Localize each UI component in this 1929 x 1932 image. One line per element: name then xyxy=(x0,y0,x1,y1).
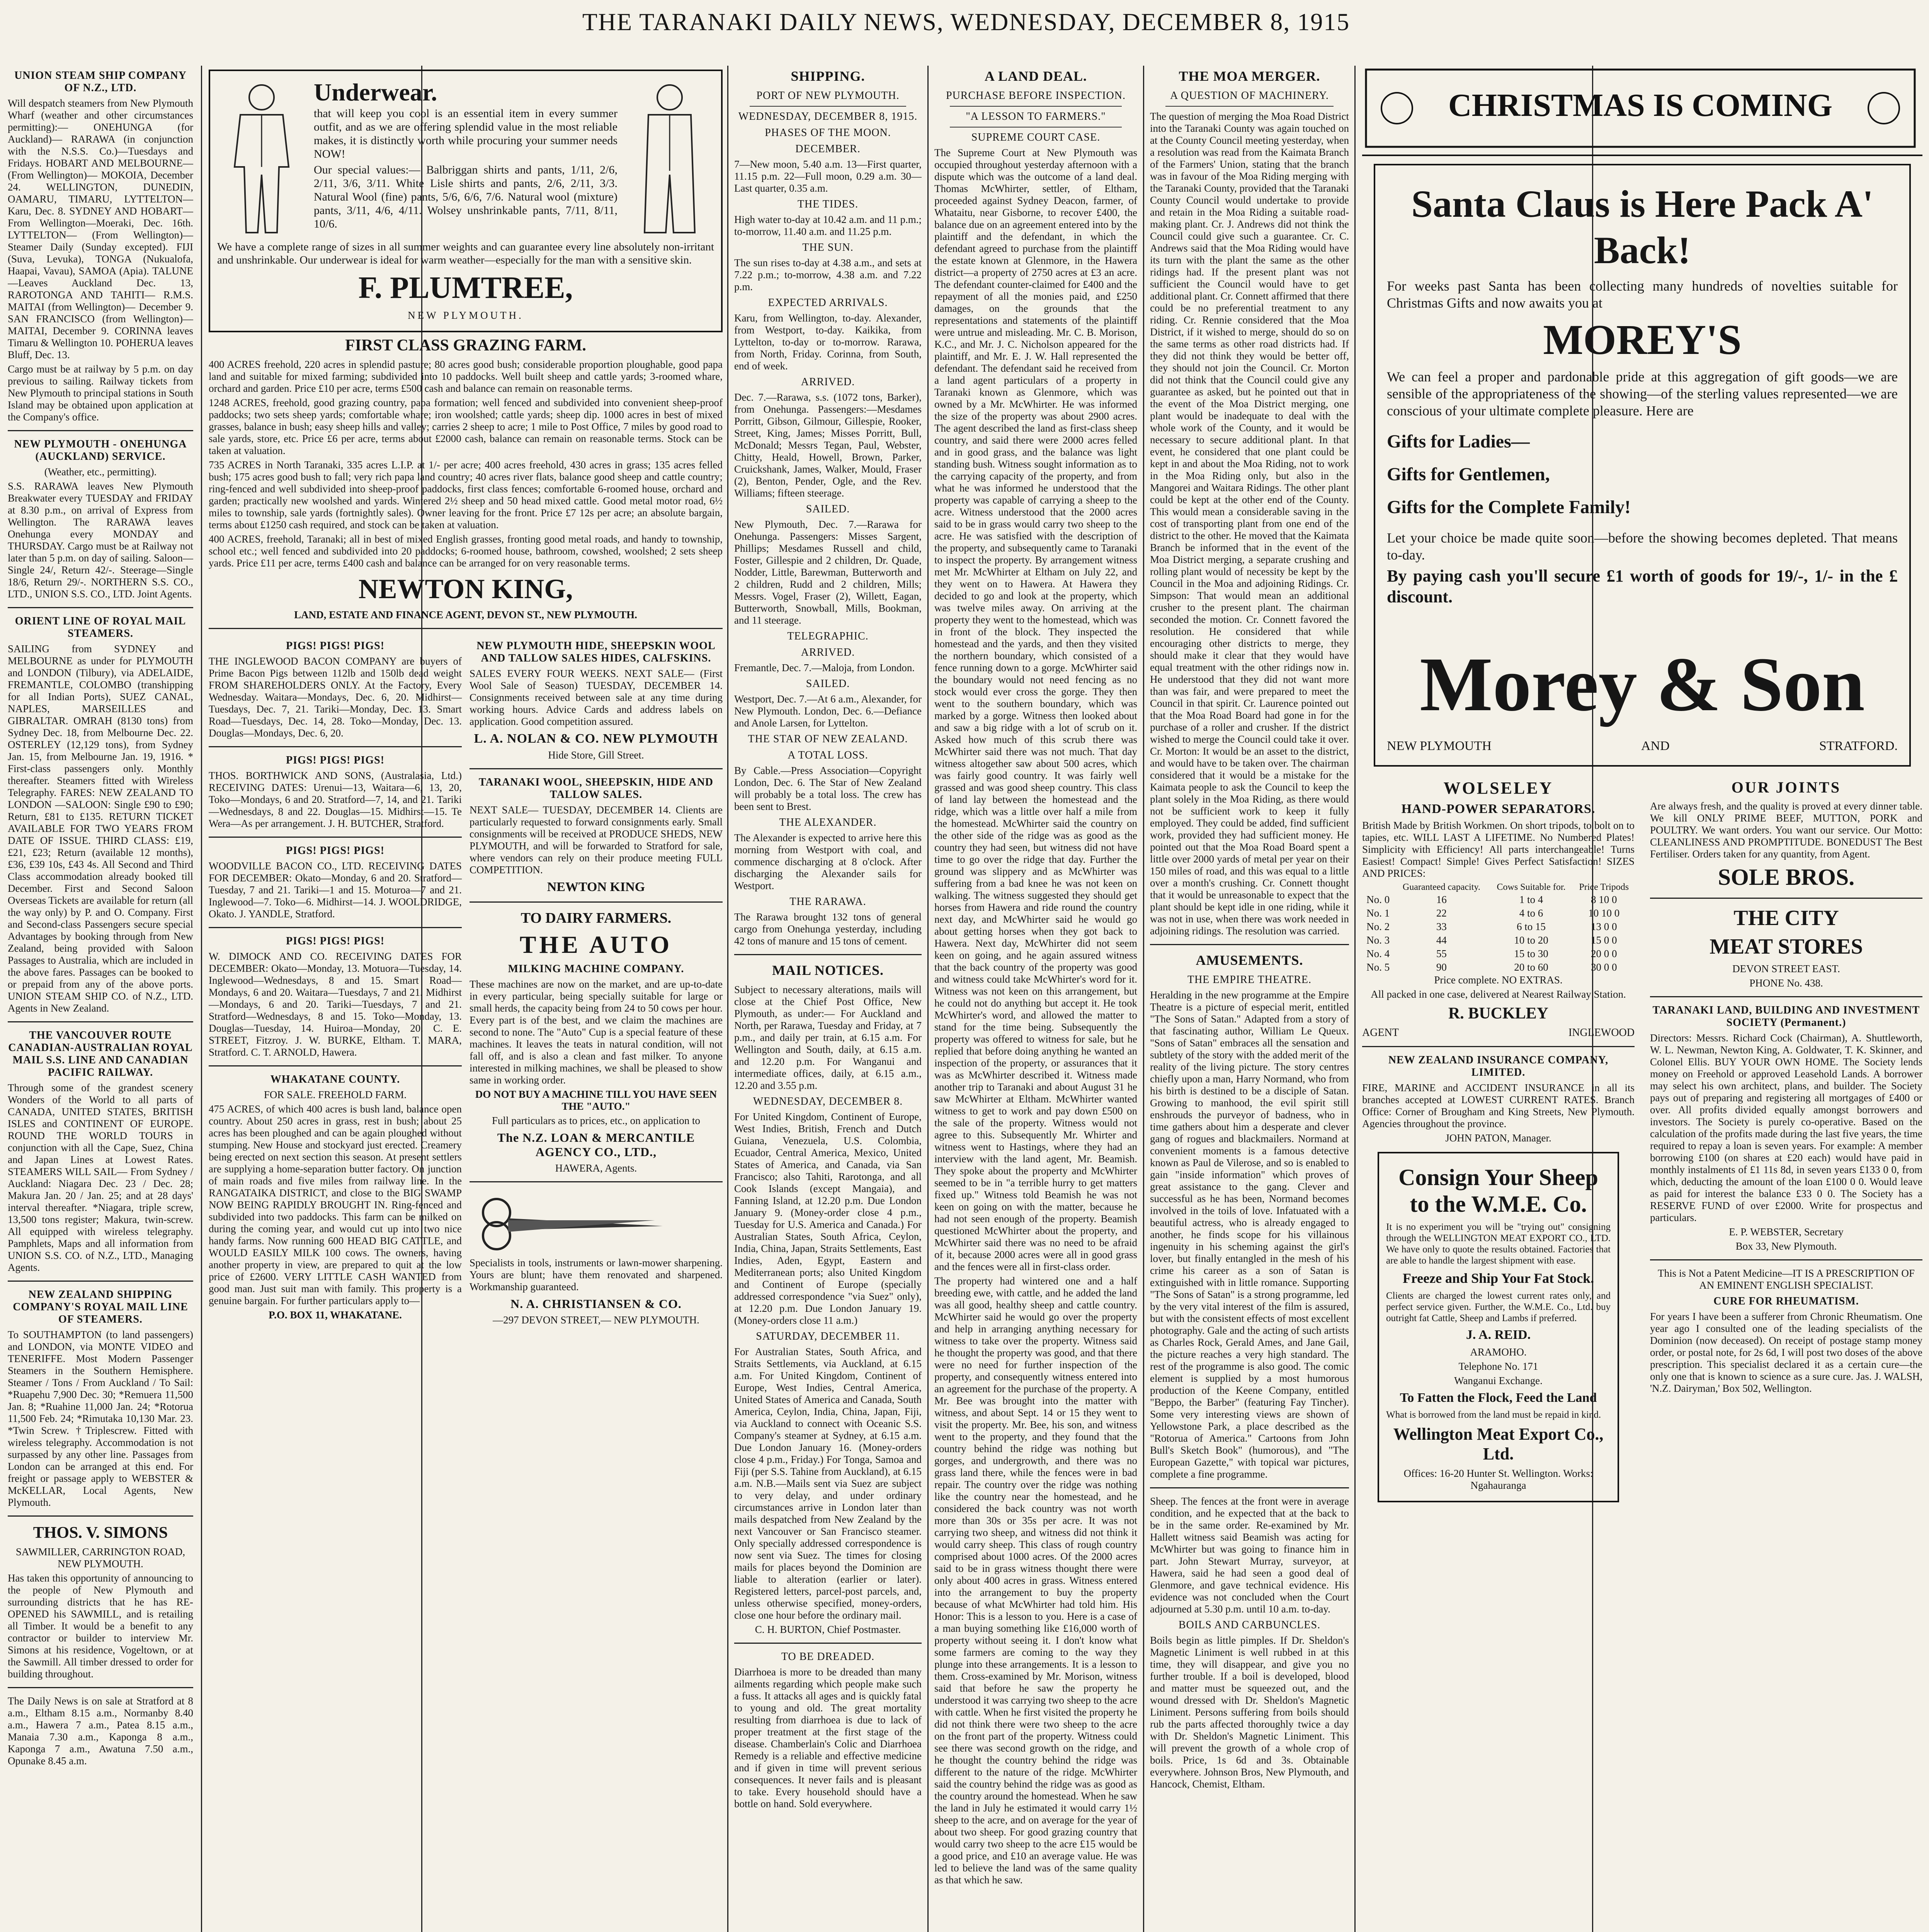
town-and: AND xyxy=(1641,739,1670,753)
dreaded-heading: TO BE DREADED. xyxy=(781,1651,875,1663)
moreys-title: MOREY'S xyxy=(1543,316,1742,363)
table-header-row xyxy=(1362,882,1635,893)
table-cell: 10 to 20 xyxy=(1514,934,1548,946)
gifts-ladies: Gifts for Ladies— xyxy=(1387,431,1530,452)
table-cell: 15 to 30 xyxy=(1514,948,1548,959)
land-deal-body-2: The property had wintered one and a half breeding ewe, with cattle, and he added the land was all good, healthy sheep and cattle country. McWhirter said he would go over the property and help in arranging anything necessary for witness to take over the property. Witness said he thought the property was good, and that there were no need for further inspection of the property, and consequently witness entered into an agreement for the purchase of the property. A Mr. Bee was brought into the matter with witness, and about Sept. 14 or 15 they went to visit the property. Mr. Bee, his son, and witness went to the property, and they found that the country behind the ridge was nothing but gorges, and undergrowth, and there was no grass land there, while the fences were in bad repair. The country over the ridge was nothing like the country near the homestead, and he considered the back country was not worth more than 30s or 35s per acre. It was not carrying two sheep, and witness did not think it would carry sheep. This class of rough country comprised about 1000 acres. Of the 2000 acres said to be in grass witness thought there were only about 400 acres in grass. Witness entered into the arrangement to buy the property because of what McWhirter had told him. His Honor: This is a lesson to you. Here is a case of a man buying something like £16,000 worth of property without seeing it. I don't know what some farmers are coming to the way they plunge into these arrangements. It is a lesson to them. Cross-examined by Mr. Morison, witness said that before he saw the property he understood it was carrying two sheep to the acre with cattle. When he first visited the property he did not think there were two sheep to the acre on the front part of the property. Witness could see there was second growth on the ridge, and he thought the country behind the ridge was different to the nature of the ridge. McWhirter said the country behind the ridge was as good as the country around the homestead. When he saw the land in July he estimated it would carry 1½ sheep to the acre, and on average for the year of about two sheep. For good grazing country that would carry two sheep to the acre £15 would be a good price, and £10 an average value. He was led to believe the land was of the same quality as that which he saw. xyxy=(934,1275,1137,1886)
santa-body: For weeks past Santa has been collecting many hundreds of novelties suitable for Christmas Gifts and now awaits you at xyxy=(1387,278,1898,311)
wanganui-exchange: Wanganui Exchange. xyxy=(1454,1375,1543,1386)
divider xyxy=(734,954,922,955)
telephone: Telephone No. 171 xyxy=(1458,1361,1538,1372)
auto-town: HAWERA, Agents. xyxy=(555,1162,637,1174)
table-cell: 22 xyxy=(1436,907,1447,919)
star-body: By Cable.—Press Association—Copyright London, Dec. 6. The Star of New Zealand will probably be a total loss. The crew has been sent to Brest. xyxy=(734,765,922,812)
union-cargo: Cargo must be at railway by 5 p.m. on day previous to sailing. Railway tickets from New Plymouth to principal stations in South Island may be obtained upon application at the Company's office. xyxy=(8,363,193,423)
divider xyxy=(209,746,462,747)
land-deal-sub: PURCHASE BEFORE INSPECTION. xyxy=(946,90,1126,102)
nzs-body: To SOUTHAMPTON (to land passengers) and LONDON, via MONTE VIDEO and TENERIFFE. Most Modern Passenger Steamers in the Southern Hemisphere. Steamer / Tons / From Auckland / To Sail: *Ruapehu 7,900 Dec. 30; *Remuera 11,500 Jan. 8; *Ruahine 11,000 Jan. 24; *Rotorua 11,500 Feb. 24; *Rimutaka 10,130 Mar. 23. *Twin Screw. †Triplescrew. Fitted with wireless telegraphy. Accommodation is not surpassed by any other line. Passages from London can be arranged at this end. For freight or passage apply to WEBSTER & McKELLAR, Local Agents, New Plymouth. xyxy=(8,1329,193,1508)
farm-735: 735 ACRES in North Taranaki, 335 acres L.I.P. at 1/- per acre; 400 acres freehold, 430 acres in grass; 135 acres felled bush; 175 acres good bush to fall; very rich papa land country; 40 acres river flats, balance good sheep and cattle country; ring-fenced and well subdivided into sheep-proof paddocks, first class fences; comfortable 6-roomed house, orchard and garden; practically new woolshed and yards. Wintered 2½ sheep and 50 head mixed cattle. Good metal motor road, 6½ miles to township, sale yards (fortnightly sales). Owner leaving for the front. Price £7 12s per acre; an absolute bargain, terms about £1250 cash required, and stock can be taken at valuation. xyxy=(209,459,723,531)
saturday-body: For Australian States, South Africa, and Straits Settlements, via Auckland, at 6.15 a.m. For United Kingdom, Continent of Europe, West Indies, Central America, United States of America and Canada, South America, Ceylon, India, China, Japan, Fiji, via Auckland to connect with Oceanic S.S. Company's steamer at Sydney, at 6.15 a.m. Due London January 16. (Money-orders close 4 p.m., Friday.) For Tonga, Samoa and Fiji (per S.S. Tahine from Auckland), at 6.15 a.m. N.B.—Mails sent via Suez are subject to very delay, and under ordinary circumstances arrive in London later than mails despatched from New Zealand by the next Vancouver or San Francisco steamer. Only specially addressed correspondence is now sent via Suez. The times for closing mails for places beyond the Dominion are liable to alteration (earlier or later). Registered letters, parcel-post parcels, and, unless otherwise specified, money-orders, close one hour before the ordinary mail. xyxy=(734,1346,922,1621)
table-cell: 10 10 0 xyxy=(1588,907,1620,919)
rheum-body: For years I have been a sufferer from Chronic Rheumatism. One year ago I consulted one of the leading specialists of the Dominion (now deceased). On receipt of postage stamp money order, or postal note, for 2s 6d, I will post two doses of the above prescription. This specialist declared it as a certain cure—the only one that is known to science as a sure cure. Jas. J. WALSH, 'N.Z. Dairyman,' Box 502, Wellington. xyxy=(1650,1311,1922,1394)
december-heading: DECEMBER. xyxy=(795,143,861,155)
telegraphic-heading: TELEGRAPHIC. xyxy=(787,630,869,642)
divider xyxy=(469,768,723,769)
buckley-name: R. BUCKLEY xyxy=(1448,1005,1549,1022)
nzi-body: FIRE, MARINE and ACCIDENT INSURANCE in all its branches accepted at LOWEST CURRENT RATES. Branch Office: Corner of Brougham and King Streets, New Plymouth. Agencies throughout the province. xyxy=(1362,1082,1635,1129)
wolseley-sub: HAND-POWER SEPARATORS. xyxy=(1401,802,1596,816)
underwear-text xyxy=(306,78,625,233)
table-cell: 33 xyxy=(1436,921,1447,932)
table-cell: No. 2 xyxy=(1366,921,1390,932)
divider xyxy=(1150,1487,1349,1488)
table-cell: No. 5 xyxy=(1366,961,1390,973)
auto-cont: Full particulars as to prices, etc., on application to xyxy=(492,1115,701,1126)
divider xyxy=(8,1515,193,1517)
pigs4-body: W. DIMOCK AND CO. RECEIVING DATES FOR DECEMBER: Okato—Monday, 13. Motuora—Tuesday, 14. Inglewood—Wednesdays, 8 and 15. Smart Road—Mondays, 6 and 20. Waitara—Tuesdays, 7 and 21. Midhirst—Mondays, 6 and 20. Tariki—Tuesdays, 7 and 21. Stratford—Wednesdays, 8 and 15. Toko—Monday, 13. Douglas—Tuesday, 14. Huiroa—Monday, 20. C. E. STREET, Fitzroy. J. W. BURKE, Eltham. T. MARA, Stratford. C. T. ARNOLD, Hawera. xyxy=(209,951,462,1058)
column-rule xyxy=(201,66,202,1932)
divider xyxy=(8,1021,193,1022)
gifts-gentlemen: Gifts for Gentlemen, xyxy=(1387,464,1550,485)
auto-title: THE AUTO xyxy=(519,931,673,958)
freeze-title: Freeze and Ship Your Fat Stock. xyxy=(1402,1270,1594,1286)
phone-number: PHONE No. 438. xyxy=(1749,977,1823,989)
masthead: THE TARANAKI DAILY NEWS, WEDNESDAY, DECEMBER 8, 1915 xyxy=(582,8,1350,36)
table-row xyxy=(1362,947,1635,961)
fatten-body: What is borrowed from the land must be repaid in kind. xyxy=(1386,1410,1601,1420)
scissors-text: Specialists in tools, instruments or lawn-mower sharpening. Yours are blunt; have them renovated and sharpened. Workmanship guaranteed. xyxy=(469,1257,723,1293)
wme-name: Wellington Meat Export Co., Ltd. xyxy=(1393,1425,1604,1463)
christmas-banner-illustration xyxy=(1362,66,1919,151)
divider xyxy=(1165,106,1334,107)
sailed-heading: SAILED. xyxy=(806,503,850,515)
divider xyxy=(8,1687,193,1688)
dreaded-body: Diarrhoea is more to be dreaded than many ailments regarding which people make such a fuss. It attacks all ages and is quickly fatal to young and old. The great mortality resulting from diarrhoea is due to lack of proper treatment at the first stage of the disease. Chamberlain's Colic and Diarrhoea Remedy is a reliable and effective medicine and if given in time will prevent serious consequences. It never fails and is pleasant to take. Every household should have a bottle on hand. Sold everywhere. xyxy=(734,1666,922,1810)
rheum-title: CURE FOR RHEUMATISM. xyxy=(1713,1295,1859,1307)
table-cell: 90 xyxy=(1436,961,1447,973)
moon-body: 7—New moon, 5.40 a.m. 13—First quarter, 11.15 p.m. 22—Full moon, 0.29 a.m. 30—Last quarter, 0.35 a.m. xyxy=(734,158,922,194)
column-rule xyxy=(1143,66,1144,1932)
union-title: UNION STEAM SHIP COMPANY OF N.Z., LTD. xyxy=(14,70,187,94)
dairy-farmers: TO DAIRY FARMERS. xyxy=(521,910,672,926)
table-header-cell xyxy=(1362,882,1394,893)
telegraphic-sailed-body: Westport, Dec. 7.—At 6 a.m., Alexander, for New Plymouth. London, Dec. 6.—Defiance and Anole Larsen, for Lyttelton. xyxy=(734,693,922,729)
christensen-addr: —297 DEVON STREET,— NEW PLYMOUTH. xyxy=(493,1314,699,1326)
pigs3-body: WOODVILLE BACON CO., LTD. RECEIVING DATES FOR DECEMBER: Okato—Monday, 6 and 20. Stratford—Tuesday, 7 and 21. Tariki—1 and 15. Moturoa—7 and 21. Inglewood—7. Toko—6. Midhirst—14. J. WOOLDRIDGE, Okato. J. YANDLE, Stratford. xyxy=(209,860,462,920)
sheep-continued: Sheep. The fences at the front were in average condition, and he expected that at the back to be in the same order. Re-examined by Mr. Hallett witness said Beamish was acting for McWhirter but was going to finance him in part. John Stewart Murray, surveyor, at Hawera, said he had seen a good deal of Glenmore, and gave technical evidence. His evidence was not concluded when the Court adjourned at 5.30 p.m. until 10 a.m. to-day. xyxy=(1150,1495,1349,1615)
divider xyxy=(469,1181,723,1182)
table-cell: 55 xyxy=(1436,948,1447,959)
divider xyxy=(1362,1046,1635,1047)
alexander-heading: THE ALEXANDER. xyxy=(779,816,877,828)
consign-title: Consign Your Sheep to the W.M.E. Co. xyxy=(1398,1165,1598,1217)
nzi-title: NEW ZEALAND INSURANCE COMPANY, LIMITED. xyxy=(1388,1054,1609,1078)
joints-body: Are always fresh, and the quality is proved at every dinner table. We kill ONLY PRIME BEEF, MUTTON, PORK and POULTRY. We want orders. You want our service. Our Motto: CLEANLINESS AND PROMPTITUDE. BONEDUST The Best Fertiliser. Orders taken for any quantity, from Agent. xyxy=(1650,800,1922,860)
wme-addr: Offices: 16-20 Hunter St. Wellington. Works: Ngahauranga xyxy=(1403,1468,1593,1491)
divider xyxy=(209,1065,462,1066)
reid-name: J. A. REID. xyxy=(1466,1328,1531,1342)
wednesday-body: For United Kingdom, Continent of Europe, West Indies, British, French and Dutch Guiana, Venezuela, U.S. Colombia, Ecuador, Central America, Mexico, United States of America, and Canada, via San Francisco; also Tahiti, Rarotonga, and all Cook Islands (except Mangaia), and Fanning Island, at 12.20 p.m. Due London January 9. (Money-order close 4 p.m., Tuesday for U.S. America and Canada.) For Australian States, South Africa, Ceylon, India, China, Japan, Straits Settlements, East Indies, Aden, Egypt, Eastern and Mediterranean ports; also United Kingdom and Continent of Europe (specially addressed correspondence "via Suez" only), at 12.20 p.m. Due London January 19. (Money-orders close 11 a.m.) xyxy=(734,1111,922,1326)
wolseley-packed: All packed in one case, delivered at Nearest Railway Station. xyxy=(1371,988,1626,1000)
morey-son-towns xyxy=(1387,739,1898,753)
pigs1-head: PIGS! PIGS! PIGS! xyxy=(286,640,385,652)
consign-body: It is no experiment you will be "trying out" consigning through the WELLINGTON MEAT EXPORT CO., LTD. We have only to quote the results obtained. Factories that are able to handle the largest shipment with ease. xyxy=(1386,1222,1611,1266)
pay-text: By paying cash you'll secure £1 worth of goods for 19/-, 1/- in the £ discount. xyxy=(1387,566,1898,606)
gifts-family: Gifts for the Complete Family! xyxy=(1387,497,1631,517)
land-deal-body: The Supreme Court at New Plymouth was occupied throughout yesterday afternoon with a dispute which was the outcome of a land deal. Thomas McWhirter, settler, of Eltham, proceeded against Sydney Deacon, farmer, of Whataitu, near Gisborne, to recover £400, the balance due on an agreement entered into by the plaintiff and the defendant, in which the defendant agreed to purchase from the plaintiff the estate known at Glenmore, in the Hawera district—a property of 2750 acres at £3 an acre. The defendant counter-claimed for £400 and the repayment of all the monies paid, and £250 damages, on the grounds that the representations and statements of the plaintiff were untrue and misleading. Mr. C. B. Morison, K.C., and Mr. J. C. Nicholson appeared for the plaintiff, and Mr. E. J. W. Hall represented the defendant. The defendant said he received from a land agent particulars of a property in Taranaki known as Glenmore, which was owned by a Mr. McWhirter. He was informed the size of the property was about 2900 acres. The agent described the land as first-class sheep country, and said there were 2000 acres felled and in good grass, and the balance was light standing bush. Witness sought information as to the carrying capacity of the property, and from what he was informed he understood that the property was capable of carrying a sheep to the acre. Witness understood that the 2000 acres said to be in grass would carry two sheep to the acre. He was satisfied with the description of the property, and subsequently came to Taranaki to inspect the property. By arrangement witness met Mr. McWhirter at Eltham on July 22, and they went on to Hawera. At Hawera they decided to go and look at the property, which was twelve miles away. On arriving at the property they went to the homestead, which was in front of the block. They inspected the homestead and the yards, and then they visited the northern boundary, which consisted of a fence running down to a gorge. McWhirter said the boundary would not need fencing as no stock would ever cross the gorge. They then went to the southern boundary, which was marked by a gorge. Witness then looked about and saw a big ridge with a lot of scrub on it. Asked how much of this scrub there was McWhirter said there was not much. That day witness altogether saw about 500 acres, which was fairly good country. It was fairly well grassed and was good sheep country. This class of land lay between the homestead and the ridge, which was a little over half a mile from the homestead. McWhirter said the country on the other side of the ridge was as good as the country they had seen, but witness did not have time to go over the ridge that day. Further the ground was slippery and as McWhirter was suffering from a bad knee he was not keen on walking. The witness suggested they should get horses from Hawera and ride round the country next day, and McWhirter said he would go about getting horses when they got back to Hawera. Next day, McWhirter did not seem keen on going, and he again assured witness that the back country of the property was good and witness could take McWhirter's word for it. Witness was not keen on this arrangement, but he could not do anything but accept it. He took McWhirter's word, and allowed the matter to stand for the time being. Subsequently the property was offered to witness for sale, but he replied that before doing anything he wanted an inspection of the property, or assurances that it was as McWhirter described it. Witness made another trip to Taranaki and about August 31 he saw McWhirter at Eltham. McWhirter wanted witness to get to work and pay down £500 on the sale of the property. Witness would not agree to this. Subsequently Mr. Whirter and witness went to Hastings, where they had an interview with the land agent, Mr. Beamish. They spoke about the property and McWhirter seemed to be in "a terrible hurry to get matters fixed up." Witness told Beamish he was not keen on going on with the matter, because he had not seen enough of the property. Beamish questioned McWhirter about the property, and McWhirter said there was no need to be afraid of it, because 2000 acres were all in good grass and the fences were all in first-class order. xyxy=(934,147,1137,1272)
town-stratford: STRATFORD. xyxy=(1819,739,1898,753)
divider xyxy=(8,607,193,608)
lower-right-column xyxy=(1650,774,1922,1510)
land-deal-title: A LAND DEAL. xyxy=(984,68,1087,84)
wolseley-body: British Made by British Workmen. On short tripods, to bolt on to tapies, etc. WILL LAST A LIFETIME. No Numbered Plates! Simplicity with Efficiency! All parts interchangeable! Turns Easiest! Compact! Simple! Gives Perfect Satisfaction! SIZES AND PRICES: xyxy=(1362,820,1635,879)
whakatane-title: WHAKATANE COUNTY. xyxy=(270,1073,400,1085)
orient-title: ORIENT LINE OF ROYAL MAIL STEAMERS. xyxy=(15,615,186,639)
simons-body: Has taken this opportunity of announcing to the people of New Plymouth and surrounding districts that he has RE-OPENED his SAWMILL, and is retailing all Timber. It would be a benefit to any contractor or builder to interview Mr. Simons at his residence, Vogeltown, or at the Sawmill. All timber dressed to order for building throughout. xyxy=(8,1572,193,1680)
table-row xyxy=(1362,893,1635,906)
auto-cta: DO NOT BUY A MACHINE TILL YOU HAVE SEEN THE "AUTO." xyxy=(475,1088,717,1112)
arrived-heading: ARRIVED. xyxy=(801,376,855,388)
orient-body: SAILING from SYDNEY and MELBOURNE as under for PLYMOUTH and LONDON (Tilbury), via ADELAIDE, FREMANTLE, COLOMBO (transhipping for all Indian Ports), SUEZ CANAL, NAPLES, MARSEILLES and GIBRALTAR. OMRAH (8130 tons) from Sydney Dec. 18, from Melbourne Dec. 22. OSTERLEY (12,129 tons), from Sydney Jan. 15, from Melbourne Jan. 19, 1916. * First-class passengers only. Monthly thereafter. Steamers fitted with Wireless Telegraphy. FARES: NEW ZEALAND TO LONDON —SALOON: Single £90 to £90; Return, £81 to £135. RETURN TICKET AVAILABLE FOR TWO YEARS FROM DATE OF ISSUE. THIRD CLASS: £19, £21, £23; Return (available 12 months), £36, £39 10s, £43 4s. All Second and Third Class accommodation already booked till December. First and Second Saloon Overseas Tickets are available for return (all the way only) by P. and O. Company. First and Second-class Passengers secure special Advantages by booking through from New Zealand, being provided with Saloon Passages to Australia, which are included in the above fares. Passages can be booked to or prepaid from any of the above ports. UNION STEAM SHIP CO. of N.Z., LTD. Agents in New Zealand. xyxy=(8,643,193,1014)
mail-body: Subject to necessary alterations, mails will close at the Chief Post Office, New Plymouth, as under:— For Auckland and North, per Rarawa, Tuesday and Friday, at 7 p.m., and daily per train, at 6.15 a.m. For Wellington and South, daily, at 6.15 a.m. and 12.20 p.m. For Wanganui and intermediate offices, daily, at 6.15 a.m., 12.20 and 3.55 p.m. xyxy=(734,984,922,1091)
table-header-cell: Price Tripods xyxy=(1579,882,1629,892)
christensen-name: N. A. CHRISTIANSEN & CO. xyxy=(510,1297,682,1311)
column-right-ads xyxy=(1362,66,1922,1932)
telegraphic-arrived-body: Fremantle, Dec. 7.—Maloja, from London. xyxy=(734,662,915,673)
sailed-body: New Plymouth, Dec. 7.—Rarawa for Onehunga. Passengers: Misses Sargent, Phillips; Mesdames Russell and child, Foster, Gillespie and 2 children, Dr. Quade, Nodder, Little, Barewman, Butterworth and 2 children, Rudd and 2 children, Mills; Messrs. Vogel, Fraser (2), Willett, Eagan, Butterworth, Snowball, Mills, Bookman, and 11 steerage. xyxy=(734,519,922,626)
pigs-and-sales-block xyxy=(209,636,723,1328)
star-heading: THE STAR OF NEW ZEALAND. xyxy=(748,733,908,745)
paton-signature: JOHN PATON, Manager. xyxy=(1445,1132,1551,1144)
np-title: NEW PLYMOUTH - ONEHUNGA (AUCKLAND) SERVICE. xyxy=(14,438,187,463)
christmas-banner xyxy=(1362,66,1922,156)
mail-heading: MAIL NOTICES. xyxy=(772,963,884,978)
burton-signature: C. H. BURTON, Chief Postmaster. xyxy=(755,1624,901,1635)
plumtree-name: F. PLUMTREE, xyxy=(358,271,573,305)
divider xyxy=(1150,944,1349,945)
nzs-title: NEW ZEALAND SHIPPING COMPANY'S ROYAL MAIL LINE OF STEAMERS. xyxy=(13,1289,188,1325)
divider xyxy=(1650,1259,1922,1260)
man-underwear-left-illustration xyxy=(217,78,306,240)
scissors-illustration xyxy=(469,1189,686,1255)
telegraphic-sailed-heading: SAILED. xyxy=(806,678,850,690)
banner-text: CHRISTMAS IS COMING xyxy=(1448,87,1833,123)
shipping-title: SHIPPING. xyxy=(791,68,865,84)
divider xyxy=(750,106,906,107)
column-moa-merger xyxy=(1150,66,1349,1932)
farm-400: 400 ACRES freehold, 220 acres in splendid pasture; 80 acres good bush; considerable proportion ploughable, good papa land and suitable for mixed farming; subdivided into 10 paddocks. Well built sheep and cattle yards; 3-roomed whare, orchard and garden. Price £10 per acre, terms £500 cash and balance can remain on reasonable terms. xyxy=(209,359,723,394)
date-heading: WEDNESDAY, DECEMBER 8, 1915. xyxy=(738,111,918,122)
plumtree-town: NEW PLYMOUTH. xyxy=(408,310,524,321)
divider xyxy=(209,927,462,928)
fatten-title: To Fatten the Flock, Feed the Land xyxy=(1400,1391,1597,1405)
column-shipping-ads xyxy=(8,66,193,1932)
newton-king-title: NEWTON KING, xyxy=(358,573,573,604)
table-row xyxy=(1362,961,1635,974)
amusements-heading: AMUSEMENTS. xyxy=(1196,952,1303,968)
nolan-sub: Hide Store, Gill Street. xyxy=(548,749,644,761)
nlnc-head: NEW PLYMOUTH HIDE, SHEEPSKIN WOOL AND TALLOW SALES HIDES, CALFSKINS. xyxy=(476,640,716,664)
land-deal-court: SUPREME COURT CASE. xyxy=(971,131,1101,143)
underwear-specials: Our special values:— Balbriggan shirts and pants, 1/11, 2/6, 2/11, 3/6, 3/11. White Lisle shirts and pants, 2/6, 2/11, 3/3. Natural Wool (fine) pants, 5/6, 6/6, 7/6. Natural wool (mixture) pants, 3/11, 4/6, 4/11. Wolsey unshrinkable pants, 7/11, 8/11, 10/6. xyxy=(314,163,617,230)
np-sub: (Weather, etc., permitting). xyxy=(44,466,157,478)
nlnc-body: SALES EVERY FOUR WEEKS. NEXT SALE— (First Wool Sale of Season) TUESDAY, DECEMBER 14. Consignments received between sale at any time during working hours. Advice Cards and address labels on application. Good competition assured. xyxy=(469,668,723,727)
empire-body: Heralding in the new programme at the Empire Theatre is a picture of especial merit, entitled "The Sons of Satan." Adapted from a story of that fascinating author, William Le Queux. "Sons of Satan" embraces all the sensation and subtlety of the story with the added merit of the reality of the living picture. The story centres chiefly upon a man, Harry Normand, who from his birth is destined to be a disciple of Satan. Growing to manhood, the evil spirit still enshrouds the purveyor of badness, who in time gathers about him a desperate and clever gang of rogues and blackmailers. Normand at convenient moments is a famous detective known as Paul de Vilerose, and so is enabled to gain "inside information" which proves of great assistance to the gang. Clever and successful as he has been, Normand becomes involved in the toils of love. Infatuated with a beautiful actress, who is already engaged to another, he finds scope for his villainous ingenuity in his scheming against the girl's lover, but finally entangled in the mesh of his crime his career as a son of Satan is extinguished with in little romance. Supporting "The Sons of Satan" is a strong programme, led by the very vital interest of the film is assured, but with the consistent effects of most excellent photography. Gale and the acting of such artists as Charles Rock, Gerald Ames, and Jane Gail, the picture reaches a very high standard. The rest of the programme is also good. The comic element is supplied by a most humorous production of the Keene Company, entitled "Beppo, the Barber" (featuring Fay Tincher). Some very interesting views are shown of Yellowstone Park, a place described as the "Rotorua of America." Cartoons from John Bull's Sketch Book" (humorous), and "The European Gazette," with topical war pictures, complete a fine programme. xyxy=(1150,989,1349,1480)
whakatane-sale: FOR SALE. FREEHOLD FARM. xyxy=(264,1089,407,1100)
column-shipping-news xyxy=(734,66,922,1932)
sole-bros: SOLE BROS. xyxy=(1718,864,1855,890)
alexander-body: The Alexander is expected to arrive here this morning from Westport with coal, and commence discharging at 8 o'clock. After discharging the Alexander sails for Westport. xyxy=(734,832,922,891)
wolseley-title: WOLSELEY xyxy=(1443,779,1553,798)
rarawa-body: The Rarawa brought 132 tons of general cargo from Onehunga yesterday, including 42 tons of manure and 15 tons of cement. xyxy=(734,911,922,947)
wednesday-heading: WEDNESDAY, DECEMBER 8. xyxy=(753,1095,903,1107)
daily-news-notice: The Daily News is on sale at Stratford at 8 a.m., Eltham 8.15 a.m., Normanby 8.40 a.m., Hawera 7 a.m., Patea 8.15 a.m., Manaia 7.30 a.m., Kaponga 8 a.m., Kaponga 7 a.m., Awatuna 7.50 a.m., Opunake 8.45 a.m. xyxy=(8,1695,193,1767)
newton-king-sub: LAND, ESTATE AND FINANCE AGENT, DEVON ST., NEW PLYMOUTH. xyxy=(294,609,637,621)
expected-heading: EXPECTED ARRIVALS. xyxy=(768,297,888,309)
building-society-title: TARANAKI LAND, BUILDING AND INVESTMENT SOCIETY (Permanent.) xyxy=(1652,1004,1920,1029)
underwear-body: that will keep you cool is an essential item in every summer outfit, and as we are offering splendid value in the most reliable makes, it is distinctly worth while procuring your summer needs NOW! xyxy=(314,107,617,160)
grazing-farm-ad xyxy=(209,336,723,621)
underwear-foot: We have a complete range of sizes in all summer weights and can guarantee every line absolutely non-irritant and unshrinkable. Our underwear is ideal for warm weather—especially for the man with a sensitive skin. xyxy=(217,241,714,266)
star-sub: A TOTAL LOSS. xyxy=(788,749,868,761)
orient-line-ad xyxy=(8,615,193,1014)
simons-ad xyxy=(8,1524,193,1680)
sun-heading: THE SUN. xyxy=(802,242,854,253)
agent-town: INGLEWOOD xyxy=(1568,1027,1635,1039)
separator-price-table xyxy=(1362,882,1635,974)
table-cell: 20 0 0 xyxy=(1591,948,1617,959)
land-deal-quote: "A LESSON TO FARMERS." xyxy=(966,111,1106,122)
taranaki-wool-body: NEXT SALE— TUESDAY, DECEMBER 14. Clients are particularly requested to forward consignments early. Small consignments will be received at PRODUCE SHEDS, NEW PLYMOUTH, and will be forwarded to Stratford for sale, where vendors can rely on their produce meeting FULL COMPETITION. xyxy=(469,804,723,876)
wme-ad xyxy=(1378,1152,1619,1502)
table-cell: 6 to 15 xyxy=(1516,921,1546,932)
rarawa-heading: THE RARAWA. xyxy=(789,896,866,908)
divider xyxy=(1650,898,1922,899)
saturday-heading: SATURDAY, DECEMBER 11. xyxy=(756,1330,900,1342)
pigs4-head: PIGS! PIGS! PIGS! xyxy=(286,935,385,947)
freeze-body: Clients are charged the lowest current rates only, and perfect service given. Further, the W.M.E. Co., Ltd. buy outright fat Cattle, Sheep and Lambs if preferred. xyxy=(1386,1291,1611,1323)
table-cell: 13 0 0 xyxy=(1591,921,1617,932)
morey-son-logo: Morey & Son xyxy=(1420,642,1865,727)
table-row xyxy=(1362,906,1635,920)
nolan-name: L. A. NOLAN & CO. NEW PLYMOUTH xyxy=(474,731,718,746)
devon-street: DEVON STREET EAST. xyxy=(1732,963,1840,975)
pigs2-head: PIGS! PIGS! PIGS! xyxy=(286,754,385,766)
plumtree-underwear-ad xyxy=(209,70,723,332)
table-row xyxy=(1362,934,1635,947)
divider xyxy=(950,127,1122,128)
moa-sub: A QUESTION OF MACHINERY. xyxy=(1170,90,1329,102)
table-cell: 15 0 0 xyxy=(1591,934,1617,946)
lower-left-column xyxy=(1362,774,1635,1510)
whakatane-body: 475 ACRES, of which 400 acres is bush land, balance open country. About 250 acres in grass, rest in bush; about 25 acres has been ploughed and can be again ploughed without stumping. New House and stockyard just erected. Creamery being erected on next section this season. At present settlers are supplying a home-separation butter factory. On junction of main roads and five miles from railway line. In the RANGATAIKA DISTRICT, and close to the BIG SWAMP NOW BEING RAPIDLY BROUGHT IN. Ring-fenced and subdivided into two paddocks. This farm can be milked on during the coming year, and would cut up into two nice handy farms. Now running 600 HEAD BIG CATTLE, and WOULD EASILY MILK 100 cows. The owners, having another property in view, are prepared to quit at the low price of £2600. VERY LITTLE CASH WANTED from good man. Just suit man with family. This property is a genuine bargain. For further particulars apply to— xyxy=(209,1103,462,1306)
webster-box: Box 33, New Plymouth. xyxy=(1735,1240,1837,1252)
boils-heading: BOILS AND CARBUNCLES. xyxy=(1178,1619,1321,1631)
pigs1-body: THE INGLEWOOD BACON COMPANY are buyers of Prime Bacon Pigs between 112lb and 150lb dead weight FROM SHAREHOLDERS ONLY. At the Factory, Every Wednesday. Waitara—Mondays, Dec. 6, 20. Midhirst—Tuesdays, Dec. 7, 21. Tariki—Monday, Dec. 13. Smart Road—Tuesdays, Dec. 14, 28. Toko—Monday, Dec. 13. Douglas—Mondays, Dec. 6, 20. xyxy=(209,655,462,739)
column-advertisements xyxy=(209,66,723,1932)
onehunga-service-ad xyxy=(8,438,193,600)
pigs2-body: THOS. BORTHWICK AND SONS, (Australasia, Ltd.) RECEIVING DATES: Urenui—13, Waitara—6, 13, 20, Toko—Mondays, 6 and 20. Stratford—7, 14, and 21. Tariki—Wednesdays, 8 and 22. Douglas—15. Midhirst—15. Te Wera—As per arrangement. J. H. BUTCHER, Stratford. xyxy=(209,770,462,829)
underwear-figure xyxy=(217,78,714,240)
table-header-cell: Cows Suitable for. xyxy=(1497,882,1566,892)
union-body: Will despatch steamers from New Plymouth Wharf (weather and other circumstances permitting):— ONEHUNGA (for Auckland)— RARAWA (in conjunction with the N.S.S. Co.)—Tuesdays and Fridays. HOBART AND MELBOURNE— (From Wellington)— MOKOIA, December 24. WELLINGTON, DUNEDIN, OAMARU, TIMARU, LYTTELTON—Karu, Dec. 8. SYDNEY AND HOBART— From Wellington—Moeraki, Dec. 16th. LYTTELTON— (From Wellington)— Steamer Daily (Sunday excepted). FIJI (Suva, Levuka), TONGA (Nukualofa, Haapai, Vavau), SAMOA (Apia). TALUNE—Leaves Auckland Dec. 13, RAROTONGA AND TAHITI— R.M.S. MAITAI (from Wellington)— December 9. SAN FRANCISCO (from Wellington)— MAITAI, December 9. CORINNA leaves Timaru & Wellington 10. POHERUA leaves Bluff, Dec. 13. xyxy=(8,97,193,361)
meat-stores: MEAT STORES xyxy=(1710,935,1863,959)
santa-ad xyxy=(1374,164,1911,767)
joints-title: OUR JOINTS xyxy=(1731,779,1841,796)
moa-body: The question of merging the Moa Road District into the Taranaki County was again touched on at the County Council meeting yesterday, when a resolution was read from the Kaimata Branch of the Farmers' Union, stating that the branch was in favour of the Moa Riding merging with the Taranaki County, provided that the Taranaki County Council would undertake to provide and retain in the Moa Riding a suitable road-making plant. Cr. J. Andrews did not think the Council could give such a guarantee. Cr. C. Andrews said that the Moa Riding would have its turn with the plant the same as the other ridings had. If the present plant was not sufficient the Council would have to get additional plant. Cr. Connett affirmed that there could be no preferential treatment to any riding. Cr. Rennie considered that the Moa District, if it wished to merge, should do so on the same terms as other road districts had. If they did not think they would be better off, they should not join the Council. Cr. Morton did not think that the Council could give any guarantee as asked, but he pointed out that in the event of the Moa District merging, one plant would be inadequate to deal with the whole work of the County, and it would be necessary to secure additional plant. In that event, he considered that one plant could be kept in and about the Moa Riding, not to work in the Moa Riding only, but also in the Mangorei and Waitara Ridings. The other plant could be kept at the other end of the County. This would mean a considerable saving in the cost of transporting plant from one end of the district to the other. He moved that the Kaimata Branch be informed that in the event of the Moa District merging, a separate crushing and rolling plant would of necessity be kept by the Council in the Moa and adjoining Ridings. Cr. Simpson: That would mean an additional crusher to the present plant. The chairman seconded the motion. Cr. Connett favored the resolution. He considered that while encouraging other districts to merge, they should make it clear that they would have equal treatment with the other ridings now in. He understood that they did not want more than was fair, and were prepared to meet the Council in that spirit. Cr. Laurence pointed out that the Moa Road Board had gone in for the purchase of a roller and crusher. If the district wished to merge the Council could take it over. Cr. Morton: It would be an asset to the district, and would have to be taken over. The chairman considered that it would be a mistake for the Kaimata people to ask the Council to keep the plant solely in the Moa Riding, as there would not be sufficient work to keep it fully employed. They could be added, find sufficient work, provided they had sufficient money. He pointed out that the Moa Road Board spent a little over 2000 yards of metal per year on their 150 miles of road, and this was equal to a little over a month's crushing. Cr. Connett thought that it would be unreasonable to expect that the plant should be kept idle in one riding, while it was not in use, when there was work needed in adjoining ridings. The resolution was carried. xyxy=(1150,111,1349,937)
webster-signature: E. P. WEBSTER, Secretary xyxy=(1729,1226,1844,1238)
tides-body: High water to-day at 10.42 a.m. and 11 p.m.; to-morrow, 11.40 a.m. and 11.25 p.m. xyxy=(734,214,922,237)
boils-body: Boils begin as little pimples. If Dr. Sheldon's Magnetic Liniment is well rubbed in at this time, they will disappear, and give you no further trouble. If a boil is developed, blood and matter must be squeezed out, and the wound dressed with Dr. Sheldon's Magnetic Liniment. Persons suffering from boils should rub the parts affected thoroughly twice a day with Dr. Sheldon's Magnetic Liniment. This will prevent the growth of a whole crop of boils. Price, 1s 6d and 3s. Obtainable everywhere. Johnson Bros, New Plymouth, and Hancock, Chemist, Eltham. xyxy=(1150,1634,1349,1790)
divider xyxy=(1650,996,1922,997)
tides-heading: THE TIDES. xyxy=(797,198,859,210)
table-row xyxy=(1362,920,1635,934)
vancouver-title: THE VANCOUVER ROUTE CANADIAN-AUSTRALIAN ROYAL MAIL S.S. LINE AND CANADIAN PACIFIC RAILWAY. xyxy=(8,1029,193,1078)
table-cell: 16 xyxy=(1436,894,1447,905)
choice-text: Let your choice be made quite soon—before the showing becomes depleted. That means to-day. xyxy=(1387,530,1898,563)
wolseley-price: Price complete. NO EXTRAS. xyxy=(1434,974,1563,986)
moa-title: THE MOA MERGER. xyxy=(1179,68,1320,84)
table-cell: No. 1 xyxy=(1366,907,1390,919)
table-cell: 4 to 6 xyxy=(1519,907,1543,919)
telegraphic-arrived-heading: ARRIVED. xyxy=(801,646,855,658)
aramoho: ARAMOHO. xyxy=(1470,1346,1527,1358)
agent-label: AGENT xyxy=(1362,1027,1399,1039)
man-underwear-right-illustration xyxy=(625,78,714,240)
column-rule xyxy=(727,66,728,1932)
table-cell: 20 to 60 xyxy=(1514,961,1548,973)
pigs3-head: PIGS! PIGS! PIGS! xyxy=(286,845,385,857)
divider xyxy=(209,628,723,629)
expected-body: Karu, from Wellington, to-day. Alexander, from Westport, to-day. Kaikika, from Lyttelton, to-day or to-morrow. Rarawa, from North, Friday. Corinna, from South, end of week. xyxy=(734,312,922,372)
table-cell: No. 3 xyxy=(1366,934,1390,946)
underwear-title: Underwear. xyxy=(314,78,437,106)
union-steam-ad xyxy=(8,70,193,423)
divider xyxy=(8,430,193,431)
empire-heading: THE EMPIRE THEATRE. xyxy=(1187,974,1312,986)
nz-shipping-ad xyxy=(8,1289,193,1509)
rheum-note: This is Not a Patent Medicine—IT IS A PRESCRIPTION OF AN EMINENT ENGLISH SPECIALIST. xyxy=(1658,1267,1915,1291)
table-cell: 30 0 0 xyxy=(1591,961,1617,973)
auto-body: These machines are now on the market, and are up-to-date in every particular, being specially suitable for large or small herds, the capacity being from 24 to 50 cows per hour. Every part is of the best, and we claim the machines are second to none. The "Auto" Cup is a special feature of these machines. It leaves the teats in natural condition, will not fall off, and is also a clean and fast milker. To anyone interested in milking machines, we shall be pleased to show same in working order. xyxy=(469,978,723,1086)
buckley-agent-row xyxy=(1362,1027,1635,1039)
port-heading: PORT OF NEW PLYMOUTH. xyxy=(756,90,900,102)
table-cell: 44 xyxy=(1436,934,1447,946)
farm-1248: 1248 ACRES, freehold, good grazing country, papa formation; well fenced and subdivided into convenient sheep-proof paddocks; two sets sheep yards; comfortable whare; iron woolshed; cattle yards; sheep dip. 1000 acres in best of mixed grasses, balance in bush; easy sheep hills and valley; carries 2 sheep to acre; 1 mile to Post Office, 7 miles by good road to sale yards, store, etc. Price £6 per acre, terms about £2000 cash, balance can remain on reasonable terms. Stock can be taken at valuation. xyxy=(209,397,723,456)
column-rule xyxy=(927,66,929,1932)
auto-agent: The N.Z. LOAN & MERCANTILE AGENCY CO., LTD., xyxy=(497,1131,695,1159)
table-body xyxy=(1362,893,1635,974)
lower-right-ads xyxy=(1362,774,1922,1510)
table-cell: 8 10 0 xyxy=(1591,894,1617,905)
phases-heading: PHASES OF THE MOON. xyxy=(765,127,891,139)
auto-sub: MILKING MACHINE COMPANY. xyxy=(508,963,684,975)
sun-body: The sun rises to-day at 4.38 a.m., and sets at 7.22 p.m.; to-morrow, 4.38 a.m. and 7.22 p.m. xyxy=(734,257,922,293)
divider xyxy=(950,106,1122,107)
vancouver-ad xyxy=(8,1029,193,1274)
whakatane-box: P.O. BOX 11, WHAKATANE. xyxy=(269,1309,402,1321)
table-cell: No. 4 xyxy=(1366,948,1390,959)
farm-title: FIRST CLASS GRAZING FARM. xyxy=(345,337,586,354)
newton-king-small: NEWTON KING xyxy=(547,880,645,894)
np-body: S.S. RARAWA leaves New Plymouth Breakwater every TUESDAY and FRIDAY at 8.30 p.m., on arrival of Express from Wellington. The RARAWA leaves Onehunga every MONDAY and THURSDAY. Cargo must be at Railway not later than 5 p.m. on day of sailing. Saloon—Single 24/, Return 42/-. Steerage—Single 18/6, Return 29/-. NORTHERN S.S. CO., LTD., UNION S.S. CO., LTD. Joint Agents. xyxy=(8,480,193,600)
city-title: THE CITY xyxy=(1733,906,1839,930)
vancouver-body: Through some of the grandest scenery Wonders of the World to all parts of CANADA, UNITED STATES, BRITISH ISLES and CONTINENT OF EUROPE. ROUND THE WORLD TOURS in conjunction with all the Cape, Suez, China and Japan Lines at Lowest Rates. STEAMERS WILL SAIL— From Sydney / Auckland: Niagara Dec. 23 / Dec. 28; Makura Jan. 20 / Jan. 25; and at 28 days' interval thereafter. *Niagara, triple screw, 13,500 tons register; Makura, twin-screw. All equipped with wireless telegraphy. Pamphlets, Maps and all information from UNION S.S. CO. of N.Z., LTD., Managing Agents. xyxy=(8,1082,193,1273)
building-society-body: Directors: Messrs. Richard Cock (Chairman), A. Shuttleworth, W. L. Newman, Newton King, A. Goldwater, T. K. Skinner, and Colonel Ellis. BUY YOUR OWN HOME. The Society lends money on Freehold or approved Leasehold Lands. A borrower may select his own architect, plans, and builder. The Society pays out of preparing and registering all mortgages of £400 or over. All profits divided equally amongst borrowers and investors. The Society is purely co-operative. Based on the calculation of the profits made during the last five years, the time required to repay a loan is seven years. For example: A member borrowing £100 (on shares at £20 each) would have paid in monthly instalments of £1 11s 8d, in seven years £133 0 0, from which, deducting the amount of the loan £100 0 0. Would leave as paid for interest the balance £33 0 0. The Society has a RESERVE FUND of over £2000. Write for prospectus and particulars. xyxy=(1650,1032,1922,1223)
divider xyxy=(209,837,462,838)
moreys-body: We can feel a proper and pardonable pride at this aggregation of gift goods—we are sensible of the appropriateness of the showing—of the sterling values represented—we are conscious of your ultimate complete pleasure. Here are xyxy=(1387,369,1898,418)
table-cell: 1 to 4 xyxy=(1519,894,1543,905)
simons-sub: SAWMILLER, CARRINGTON ROAD, NEW PLYMOUTH. xyxy=(15,1546,185,1570)
town-new-plymouth: NEW PLYMOUTH xyxy=(1387,739,1492,753)
divider xyxy=(469,901,723,903)
divider xyxy=(734,1643,922,1644)
column-rule xyxy=(1354,66,1356,1932)
taranaki-wool-head: TARANAKI WOOL, SHEEPSKIN, HIDE AND TALLOW SALES. xyxy=(478,776,714,801)
table-cell: No. 0 xyxy=(1366,894,1390,905)
simons-title: THOS. V. SIMONS xyxy=(33,1524,168,1542)
arrived-body: Dec. 7.—Rarawa, s.s. (1072 tons, Barker), from Onehunga. Passengers:—Mesdames Porritt, Gibson, Gilmour, Gillespie, Rooker, Street, King, James; Misses Porritt, Bull, McDonald; Messrs Tegan, Paul, Webster, Chitty, Heald, Howell, Brown, Parker, Cruickshank, James, Walker, Mould, Fraser (2), Benton, Pender, Ogle, and the Rev. Williams; fifteen steerage. xyxy=(734,391,922,499)
divider xyxy=(8,1281,193,1282)
column-land-deal xyxy=(934,66,1137,1932)
sales-column xyxy=(469,636,723,1328)
pigs-column xyxy=(209,636,462,1328)
farm-400b: 400 ACRES, freehold, Taranaki; all in best of mixed English grasses, fronting good metal roads, and handy to township, school etc.; well fenced and subdivided into 20 paddocks; 6-roomed house, bathroom, cowshed, woolshed; 2 sets sheep yards. Price £11 per acre, terms £400 cash and balance can be arranged for on very reasonable terms. xyxy=(209,533,723,569)
table-header-cell: Guaranteed capacity. xyxy=(1402,882,1480,892)
santa-title: Santa Claus is Here Pack A' Back! xyxy=(1411,182,1873,272)
